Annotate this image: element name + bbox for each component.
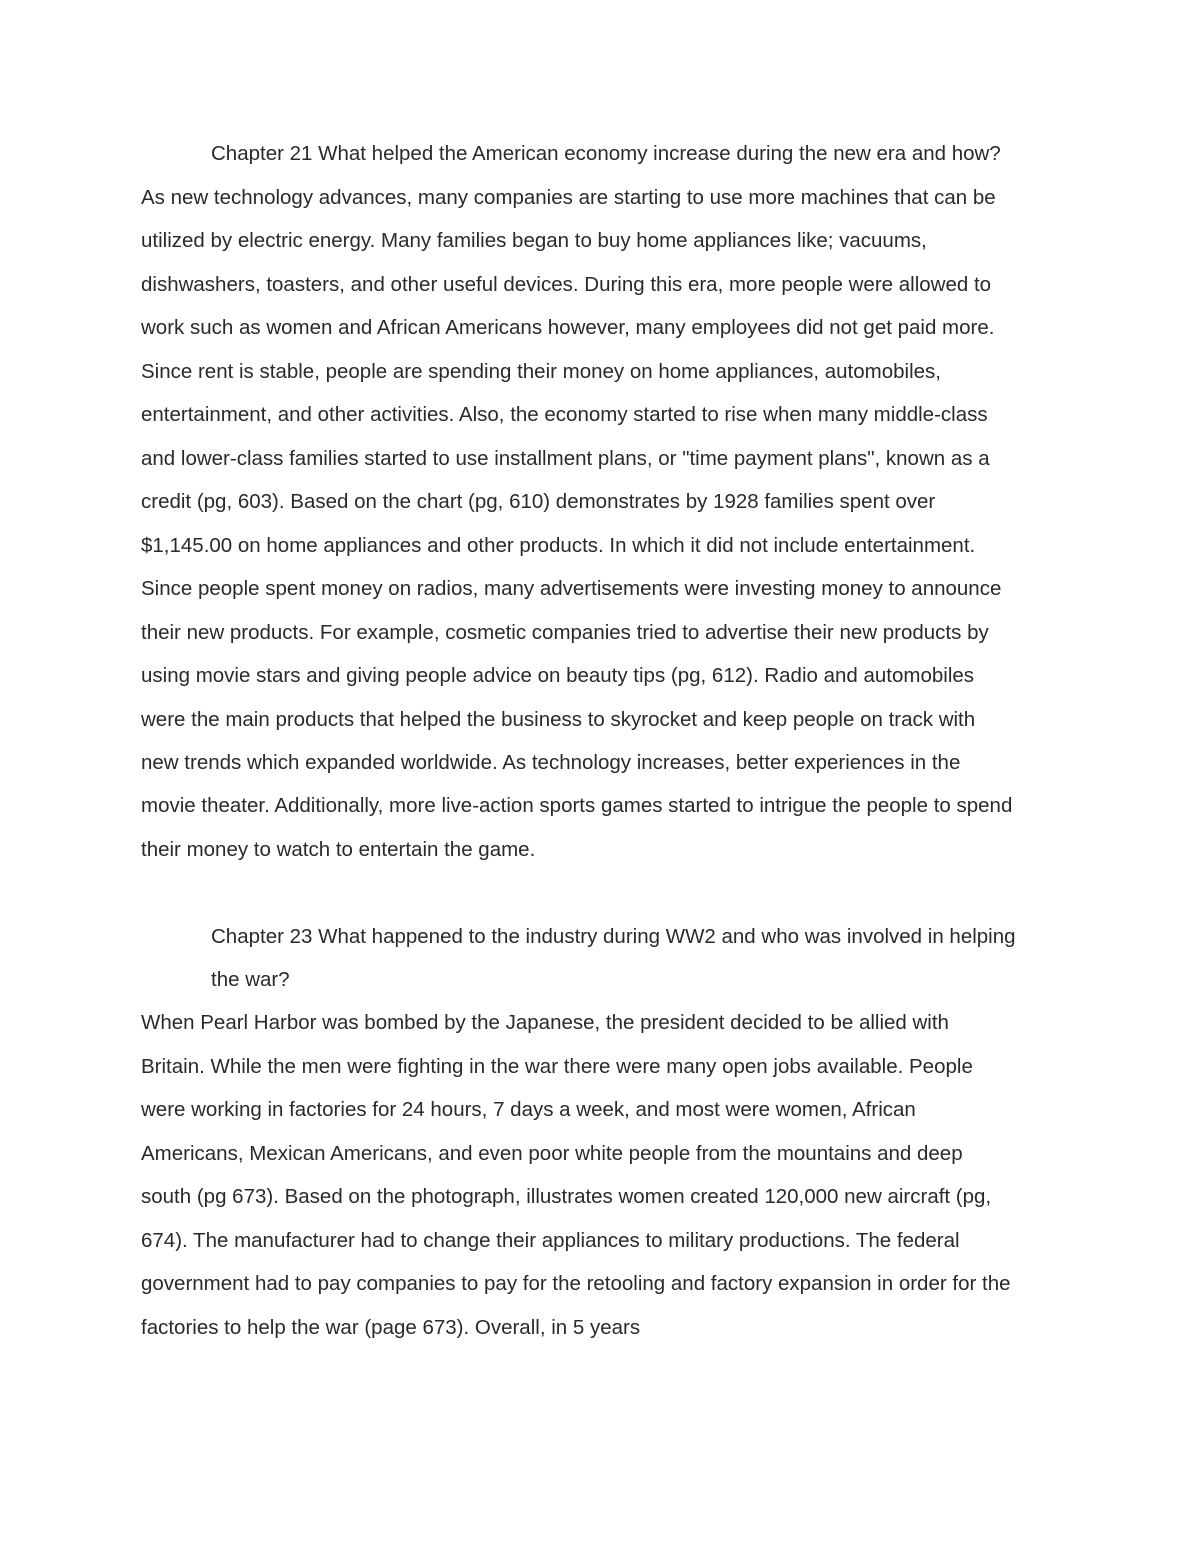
paragraph-line: $1,145.00 on home appliances and other products. In which it did not include entertainment. bbox=[141, 534, 976, 557]
paragraph-line: movie theater. Additionally, more live-action sports games started to intrigue the people to spend bbox=[141, 794, 1013, 817]
paragraph-line: were working in factories for 24 hours, 7 days a week, and most were women, African bbox=[141, 1098, 916, 1121]
paragraph-line: credit (pg, 603). Based on the chart (pg, 610) demonstrates by 1928 families spent over bbox=[141, 490, 936, 513]
paragraph-line: Americans, Mexican Americans, and even poor white people from the mountains and deep bbox=[141, 1142, 963, 1165]
paragraph-line: work such as women and African Americans however, many employees did not get paid more. bbox=[141, 316, 995, 339]
paragraph-line: using movie stars and giving people advice on beauty tips (pg, 612). Radio and automobiles bbox=[141, 664, 975, 687]
chapter-23-heading-continued: the war? bbox=[211, 968, 290, 991]
paragraph-line: factories to help the war (page 673). Overall, in 5 years bbox=[141, 1316, 641, 1339]
paragraph-line: government had to pay companies to pay for the retooling and factory expansion in order for the bbox=[141, 1272, 1011, 1295]
paragraph-line: utilized by electric energy. Many families began to buy home appliances like; vacuums, bbox=[141, 229, 927, 252]
paragraph-line: 674). The manufacturer had to change their appliances to military productions. The federal bbox=[141, 1229, 960, 1252]
paragraph-line: As new technology advances, many companies are starting to use more machines that can be bbox=[141, 186, 996, 209]
paragraph-line: and lower-class families started to use installment plans, or "time payment plans", known as a bbox=[141, 447, 990, 470]
paragraph-line: When Pearl Harbor was bombed by the Japanese, the president decided to be allied with bbox=[141, 1011, 949, 1034]
paragraph-line: new trends which expanded worldwide. As technology increases, better experiences in the bbox=[141, 751, 961, 774]
paragraph-line: their money to watch to entertain the game. bbox=[141, 838, 536, 861]
paragraph-line: Britain. While the men were fighting in the war there were many open jobs available. People bbox=[141, 1055, 973, 1078]
chapter-21-heading: Chapter 21 What helped the American economy increase during the new era and how? bbox=[211, 142, 1001, 165]
paragraph-line: Since people spent money on radios, many advertisements were investing money to announce bbox=[141, 577, 1002, 600]
paragraph-line: south (pg 673). Based on the photograph, illustrates women created 120,000 new aircraft (pg, bbox=[141, 1185, 992, 1208]
paragraph-line: entertainment, and other activities. Also, the economy started to rise when many middle-class bbox=[141, 403, 988, 426]
paragraph-line: Since rent is stable, people are spending their money on home appliances, automobiles, bbox=[141, 360, 941, 383]
paragraph-line: dishwashers, toasters, and other useful devices. During this era, more people were allowed to bbox=[141, 273, 992, 296]
chapter-23-heading: Chapter 23 What happened to the industry during WW2 and who was involved in helping bbox=[211, 925, 1016, 948]
paragraph-line: were the main products that helped the business to skyrocket and keep people on track with bbox=[141, 708, 976, 731]
paragraph-line: their new products. For example, cosmetic companies tried to advertise their new products by bbox=[141, 621, 989, 644]
